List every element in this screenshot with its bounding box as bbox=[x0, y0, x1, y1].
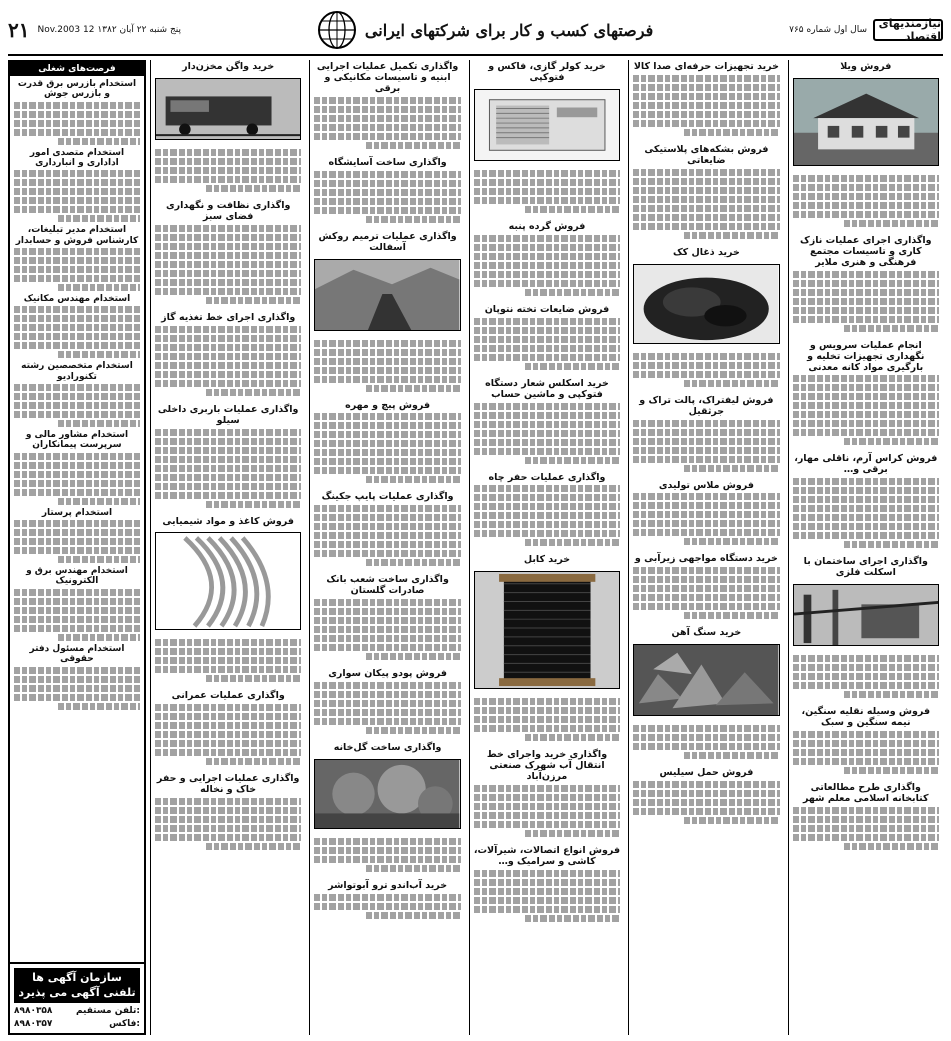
ad-title: واگذاری اجرای عملیات نازک کاری و تاسیسات مجتمع فرهنگی و هنری ملایر bbox=[800, 234, 932, 268]
ad-body bbox=[155, 225, 301, 304]
ad-title: واگذاری عملیات حفر چاه bbox=[488, 471, 606, 483]
ad-title: خرید واگن مخزن‌دار bbox=[182, 61, 275, 72]
ad-body bbox=[155, 429, 301, 508]
job-item bbox=[10, 430, 144, 505]
ad-title: فروش انواع اتصالات، شیرآلات، کاشی و سرامیک و… bbox=[473, 845, 621, 868]
ad-item bbox=[155, 60, 301, 194]
ad-body bbox=[633, 493, 779, 545]
ad-body bbox=[474, 698, 620, 741]
job-body bbox=[14, 589, 140, 641]
ad-body bbox=[474, 170, 620, 213]
ad-photo bbox=[474, 89, 620, 161]
ad-title: فروش کراس آرم، ناقلی مهار، برقی و… bbox=[794, 453, 938, 476]
ad-title: فروش ملاس تولیدی bbox=[658, 479, 754, 491]
ad-title: فروش ضایعات تخته نتوپان bbox=[484, 303, 610, 315]
header-center bbox=[317, 10, 653, 50]
ad-item bbox=[155, 772, 301, 852]
ad-title: خرید ذغال کک bbox=[672, 246, 740, 258]
page-header bbox=[8, 6, 943, 56]
ad-title: خرید تجهیزات حرفه‌ای صدا کالا bbox=[633, 61, 779, 72]
ad-body bbox=[474, 785, 620, 837]
columns-container bbox=[8, 60, 943, 1035]
ad-photo bbox=[155, 78, 301, 140]
job-item bbox=[10, 148, 144, 223]
ad-item bbox=[793, 705, 939, 776]
ad-item bbox=[314, 156, 460, 225]
ad-body bbox=[155, 639, 301, 682]
ad-title: واگذاری عملیات پایپ جکینگ bbox=[321, 491, 454, 503]
ad-body bbox=[633, 725, 779, 759]
job-body bbox=[14, 248, 140, 291]
ad-item bbox=[633, 626, 779, 761]
ad-body bbox=[633, 420, 779, 472]
ad-photo bbox=[314, 259, 460, 331]
ad-title: واگذاری اجرای خط تغذیه گاز bbox=[161, 311, 296, 323]
ad-title: فروش پودو پیکان سواری bbox=[328, 668, 447, 680]
ad-title: واگذاری اجرای ساختمان با اسکلت فلزی bbox=[803, 556, 928, 579]
ad-item bbox=[155, 515, 301, 685]
ad-title: واگذاری خرید واجرای خط انتقال آب شهرک صنعتی مرزن‌آباد bbox=[486, 749, 608, 783]
ad-body bbox=[155, 798, 301, 850]
ad-title: واگذاری عملیات عمرانی bbox=[171, 690, 285, 702]
ad-body bbox=[633, 353, 779, 387]
ad-body bbox=[793, 375, 939, 445]
ad-title: واگذاری نظافت و نگهداری فضای سبز bbox=[165, 199, 291, 222]
ad-title: فروش حمل سیلیس bbox=[659, 767, 754, 779]
ad-body bbox=[633, 781, 779, 824]
jobs-column bbox=[8, 60, 146, 1035]
phone-number: ۸۹۸۰۳۵۸ bbox=[13, 1006, 53, 1016]
ad-body bbox=[314, 894, 460, 919]
job-title: استخدام مهندس برق و الکترونیک bbox=[26, 566, 128, 587]
ad-title: واگذاری عملیات ترمیم روکش آسفالت bbox=[318, 230, 457, 253]
job-body bbox=[14, 520, 140, 563]
ad-body bbox=[474, 235, 620, 296]
ad-body bbox=[155, 149, 301, 192]
ad-title: خرید اسکلس شعار دستگاه فتوکپی و ماشین حساب bbox=[485, 377, 609, 400]
ad-title: خرید آب‌اندو ترو آبوتواشر bbox=[328, 880, 448, 892]
ad-photo bbox=[633, 264, 779, 344]
ad-body bbox=[474, 403, 620, 464]
ad-title: خرید دستگاه مواجهی زیرآبی و bbox=[634, 553, 778, 565]
ad-body bbox=[793, 478, 939, 548]
ad-title: فروش بشکه‌های پلاستیکی ضایعاتی bbox=[644, 143, 769, 166]
jobs-header: فرصت‌های شغلی bbox=[10, 62, 144, 76]
job-item bbox=[10, 361, 144, 427]
issue-date: پنج شنبه ۲۲ آبان ۱۳۸۲ 12 Nov.2003 bbox=[37, 25, 181, 35]
ad-item bbox=[793, 234, 939, 334]
ad-body bbox=[793, 655, 939, 698]
ad-item bbox=[633, 552, 779, 621]
ad-photo bbox=[155, 532, 301, 630]
ad-body bbox=[314, 505, 460, 566]
page-number: ۲۱ bbox=[8, 18, 30, 42]
ad-title: فروش پیچ و مهره bbox=[345, 399, 431, 411]
ad-title: خرید کولر گازی، فاکس و فتوکپی bbox=[488, 61, 606, 83]
ad-body bbox=[314, 413, 460, 483]
ad-title: انجام عملیات سرویس و نگهداری تجهیزات تخلیه و بارگیری مواد کانه معدنی bbox=[807, 339, 925, 373]
job-body bbox=[14, 453, 140, 505]
job-title: استخدام متخصصین رشته تکنورادیو bbox=[21, 361, 133, 382]
ad-title: واگذاری ساخت گل‌خانه bbox=[333, 742, 442, 754]
job-title: استخدام بازرس برق قدرت و بازرس جوش bbox=[17, 79, 137, 100]
ad-item bbox=[474, 60, 620, 215]
phone-row bbox=[14, 1006, 140, 1016]
phone-label: تلفن مستقیم: bbox=[75, 1006, 140, 1016]
ad-item bbox=[155, 403, 301, 510]
ad-item bbox=[793, 781, 939, 852]
ad-body bbox=[474, 870, 620, 922]
job-body bbox=[14, 306, 140, 358]
job-item bbox=[10, 508, 144, 563]
ad-item bbox=[314, 230, 460, 394]
ad-title: خرید سنگ آهن bbox=[671, 627, 742, 639]
job-title: استخدام مهندس مکانیک bbox=[23, 294, 131, 305]
ad-item bbox=[155, 311, 301, 398]
ad-item bbox=[314, 60, 460, 151]
column-4 bbox=[309, 60, 464, 1035]
ad-body bbox=[314, 599, 460, 660]
ad-item bbox=[314, 573, 460, 662]
ad-item bbox=[474, 553, 620, 743]
column-1 bbox=[788, 60, 943, 1035]
ad-item bbox=[793, 60, 939, 229]
ad-title: واگذاری عملیات باربری داخلی سیلو bbox=[157, 403, 299, 426]
ad-body bbox=[793, 731, 939, 774]
job-body bbox=[14, 667, 140, 710]
ad-item bbox=[474, 844, 620, 924]
ad-body bbox=[314, 340, 460, 392]
ad-title: فروش وسیله نقلیه سنگین، نیمه سنگین و سبک bbox=[801, 706, 931, 729]
job-item bbox=[10, 294, 144, 358]
ad-item bbox=[474, 220, 620, 298]
ad-body bbox=[474, 318, 620, 370]
ad-body bbox=[633, 169, 779, 239]
fax-row bbox=[14, 1019, 140, 1029]
ad-item bbox=[633, 143, 779, 241]
job-body bbox=[14, 170, 140, 222]
ad-body bbox=[633, 567, 779, 619]
header-left bbox=[8, 18, 181, 42]
ad-item bbox=[793, 555, 939, 700]
ad-title: واگذاری ساخت شعب بانک صادرات گلستان bbox=[326, 574, 449, 597]
ad-body bbox=[793, 271, 939, 332]
ad-photo bbox=[793, 584, 939, 646]
job-item bbox=[10, 79, 144, 145]
ad-body bbox=[793, 175, 939, 227]
jobs-list bbox=[10, 76, 144, 712]
job-item bbox=[10, 644, 144, 710]
fax-label: فاکس: bbox=[109, 1019, 140, 1029]
ad-title: خرید کابل bbox=[523, 554, 571, 566]
ad-item bbox=[314, 399, 460, 486]
ad-item bbox=[633, 246, 779, 389]
page-title: فرصتهای کسب و کار برای شرکتهای ایرانی bbox=[364, 20, 654, 40]
ad-body bbox=[314, 171, 460, 223]
ad-title: فروش ویلا bbox=[840, 61, 892, 72]
ad-item bbox=[474, 748, 620, 839]
column-5 bbox=[150, 60, 305, 1035]
ad-title: واگذاری طرح مطالعاتی کتابخانه اسلامی معلم شهر bbox=[802, 781, 929, 804]
ad-item bbox=[633, 479, 779, 548]
ad-title: فروش کاغذ و مواد شیمیایی bbox=[162, 515, 294, 527]
ad-item bbox=[793, 339, 939, 448]
globe-icon bbox=[317, 10, 357, 50]
ad-title: واگذاری تکمیل عملیات اجرایی ابنیه و تاسیسات مکانیکی و برقی bbox=[316, 61, 459, 94]
ad-item bbox=[474, 377, 620, 466]
ad-body bbox=[314, 682, 460, 734]
ad-title: واگذاری ساخت آسایشگاه bbox=[328, 156, 447, 168]
job-title: استخدام پرستار bbox=[41, 507, 113, 518]
ad-body bbox=[155, 704, 301, 765]
job-item bbox=[10, 225, 144, 291]
ads-office-title: سازمان آگهی ها تلفنی آگهی می پذیرد bbox=[14, 968, 140, 1003]
ad-item bbox=[633, 394, 779, 474]
column-2 bbox=[628, 60, 783, 1035]
newspaper-logo: نیازمندیهای اقتصاد bbox=[873, 19, 943, 41]
ad-photo bbox=[314, 759, 460, 829]
ad-body bbox=[314, 97, 460, 149]
ad-photo bbox=[793, 78, 939, 166]
job-title: استخدام مشاور مالی و سرپرست پیمانکاران bbox=[25, 430, 129, 451]
ad-title: واگذاری عملیات اجرایی و حفر خاک و نخاله bbox=[156, 773, 300, 796]
ad-item bbox=[155, 199, 301, 306]
ad-item bbox=[474, 471, 620, 549]
ads-office-box bbox=[10, 962, 144, 1033]
ad-body bbox=[633, 75, 779, 136]
ad-item bbox=[793, 452, 939, 550]
fax-number: ۸۹۸۰۳۵۷ bbox=[13, 1019, 53, 1029]
job-item bbox=[10, 566, 144, 641]
ad-item bbox=[314, 667, 460, 736]
ad-item bbox=[155, 689, 301, 767]
ad-body bbox=[793, 807, 939, 850]
job-title: استخدام مدیر تبلیغات، کارشناس فروش و حسابدار bbox=[15, 225, 139, 246]
column-3 bbox=[469, 60, 624, 1035]
ad-item bbox=[633, 60, 779, 138]
ad-photo bbox=[474, 571, 620, 689]
ad-body bbox=[155, 326, 301, 396]
job-body bbox=[14, 102, 140, 145]
ad-item bbox=[314, 490, 460, 568]
ad-body bbox=[314, 838, 460, 872]
ad-title: فروش گرده پنبه bbox=[508, 220, 586, 232]
ad-title: فروش لیفتراک، پالت تراک و جرثقیل bbox=[639, 394, 774, 417]
ad-item bbox=[474, 303, 620, 372]
job-body bbox=[14, 384, 140, 427]
ad-photo bbox=[633, 644, 779, 716]
ad-body bbox=[474, 485, 620, 546]
ad-item bbox=[314, 879, 460, 921]
header-right bbox=[789, 19, 943, 41]
job-title: استخدام متصدی امور اداداری و انبارداری bbox=[29, 147, 125, 169]
job-title: استخدام مسئول دفتر حقوقی bbox=[29, 643, 125, 665]
ad-item bbox=[314, 741, 460, 874]
ad-item bbox=[633, 766, 779, 826]
issue-meta: سال اول شماره ۷۶۵ bbox=[789, 25, 867, 35]
